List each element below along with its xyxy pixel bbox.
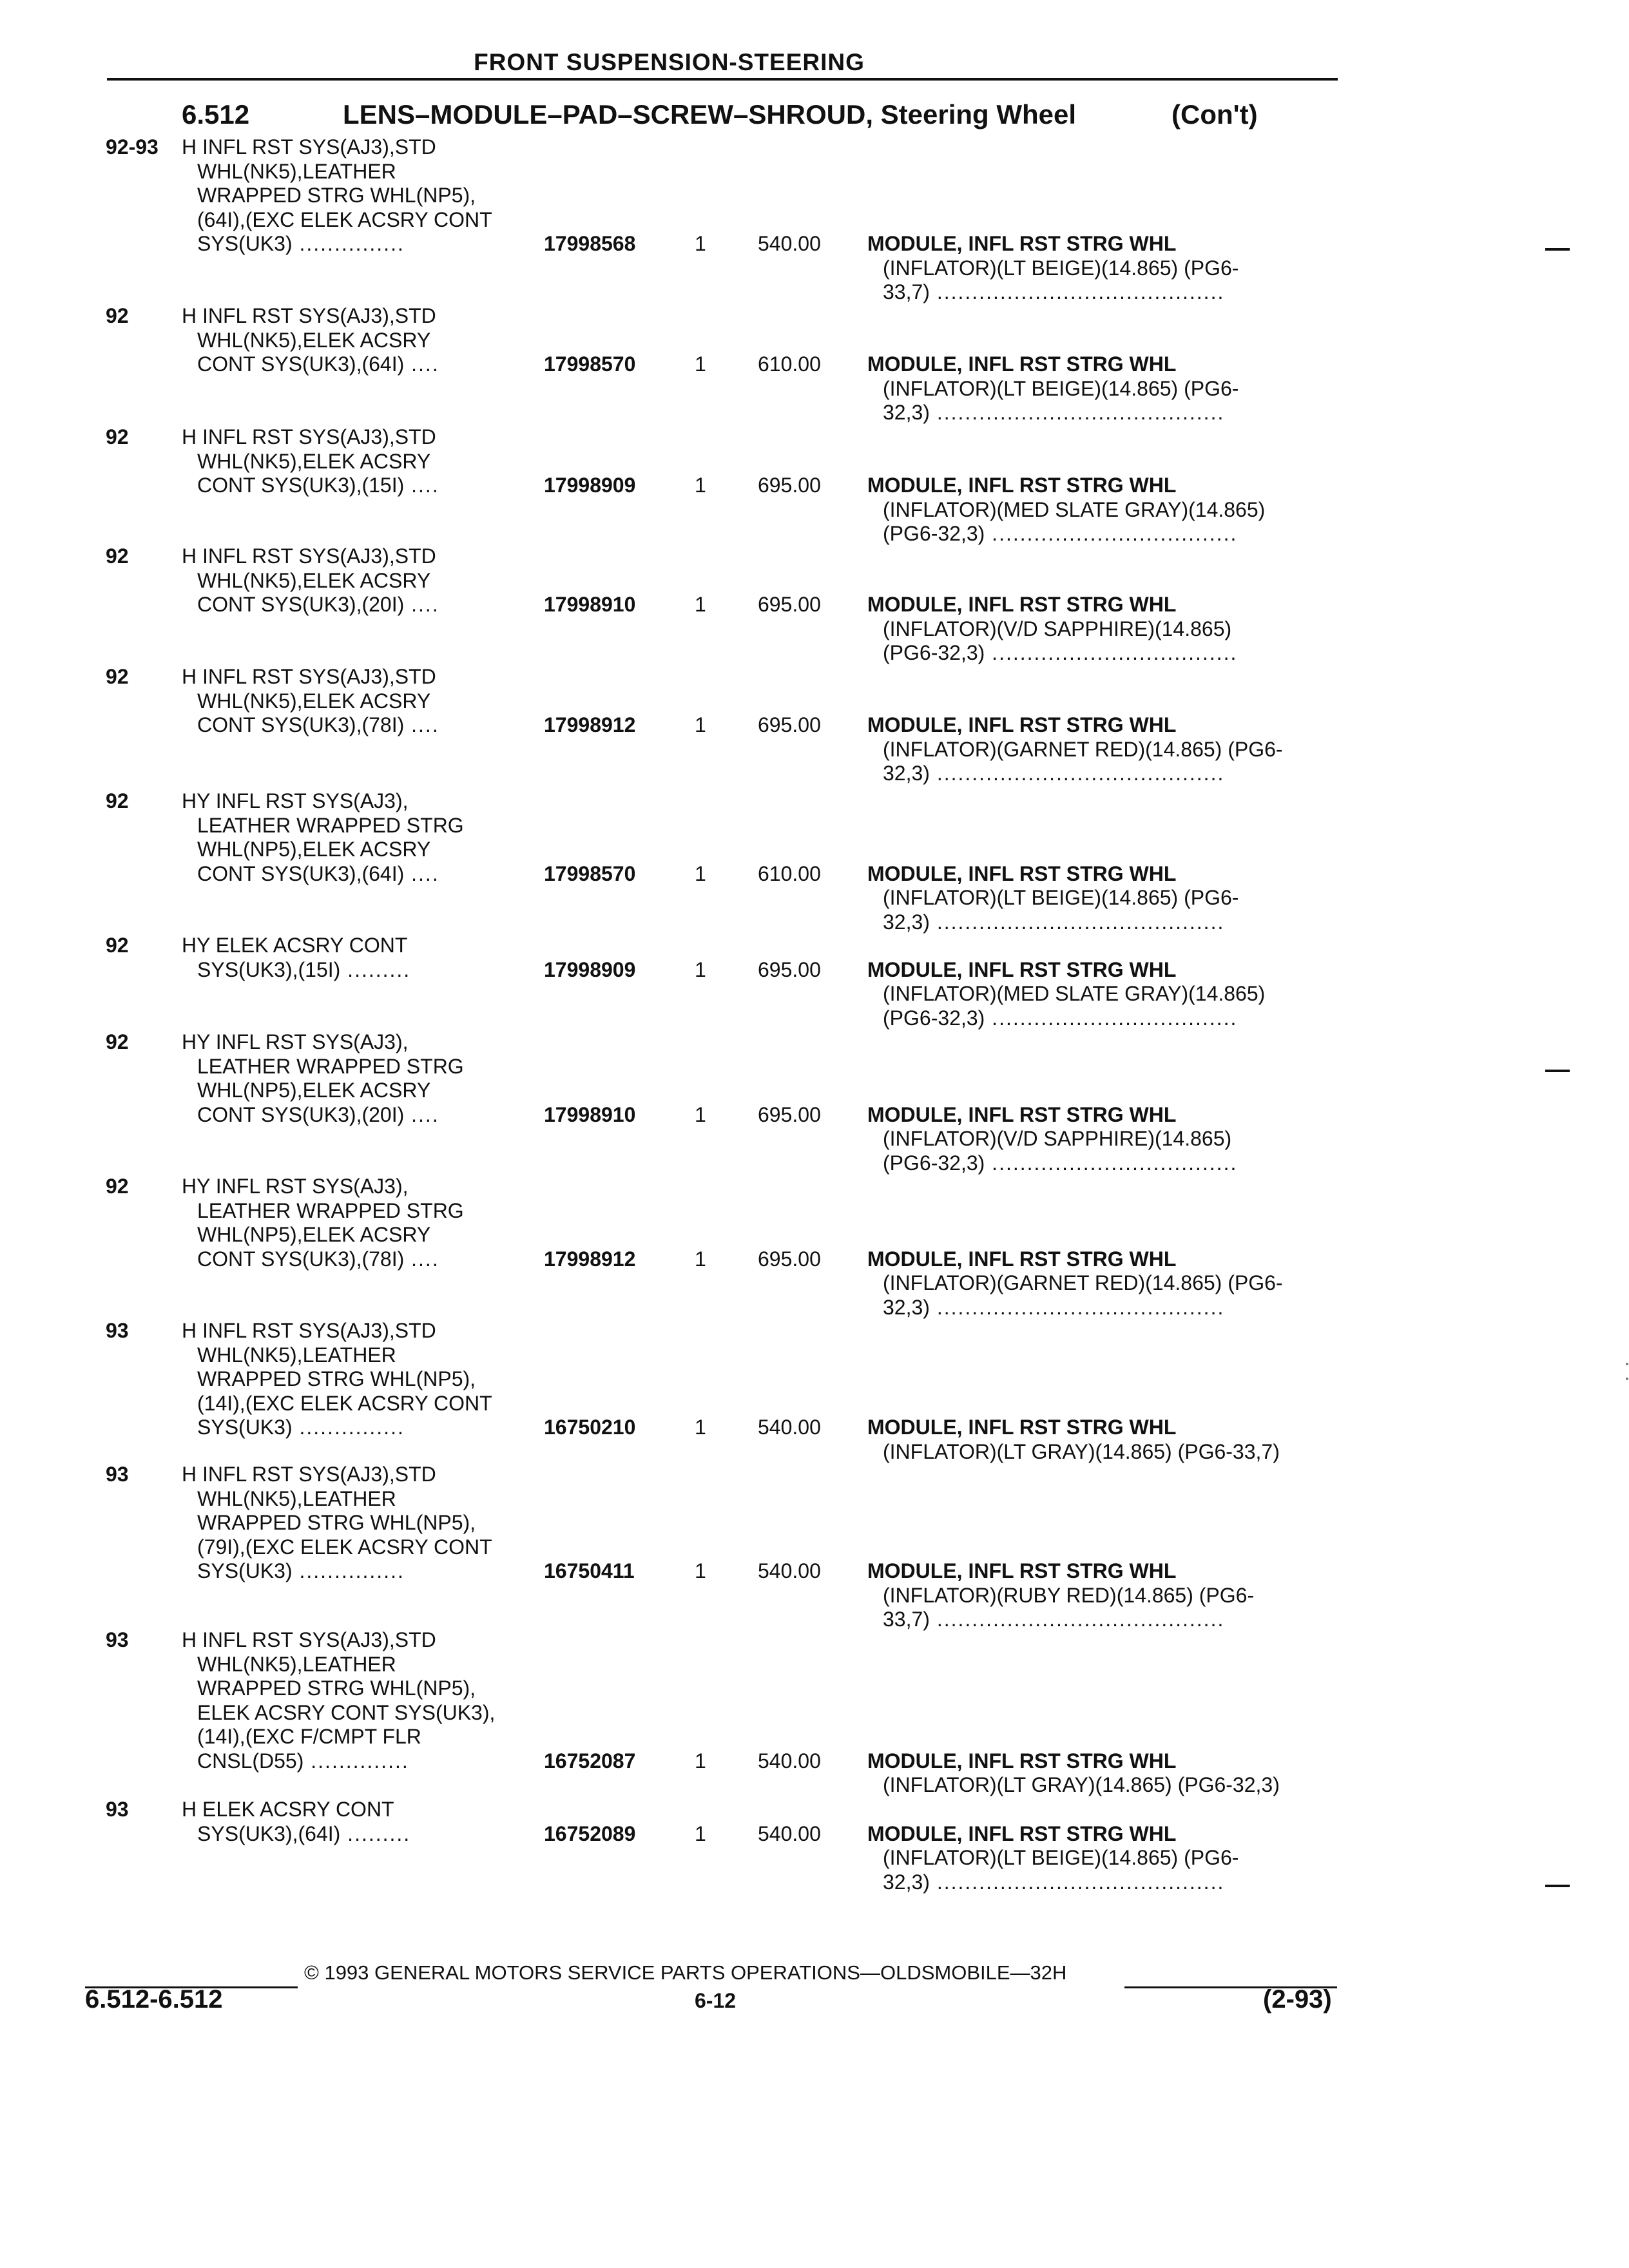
part-number: 16752087 <box>544 1749 636 1773</box>
page-title: FRONT SUSPENSION-STEERING <box>474 49 865 75</box>
description-line <box>867 1608 1357 1632</box>
application-line <box>182 544 543 569</box>
description-text: (INFLATOR)(LT GRAY)(14.865) (PG6-33,7) <box>883 1439 1280 1463</box>
dot-leader: .............. <box>304 1749 409 1773</box>
application-line <box>182 1223 543 1247</box>
application-text: H INFL RST SYS(AJ3),STD <box>182 1319 436 1342</box>
description-text: MODULE, INFL RST STRG WHL <box>867 1749 1177 1773</box>
description-line <box>867 352 1357 377</box>
application-text: WRAPPED STRG WHL(NP5), <box>197 184 476 207</box>
model-year: 93 <box>106 1463 129 1486</box>
part-description <box>867 1559 1357 1632</box>
application-text: H ELEK ACSRY CONT <box>182 1798 394 1821</box>
description-line <box>867 1271 1357 1296</box>
application-text: WRAPPED STRG WHL(NP5), <box>197 1677 476 1700</box>
description-text: (INFLATOR)(V/D SAPPHIRE)(14.865) <box>883 617 1232 640</box>
application-text: H INFL RST SYS(AJ3),STD <box>182 665 436 688</box>
dot-leader: ................................... <box>985 1151 1238 1175</box>
description-line <box>867 1247 1357 1272</box>
quantity: 1 <box>695 352 706 376</box>
description-line <box>867 474 1357 498</box>
dot-leader: ......................................... <box>929 1608 1225 1631</box>
application-text: CONT SYS(UK3),(78I) <box>197 713 405 736</box>
description-text: 32,3) <box>883 910 930 934</box>
description-line <box>867 232 1357 256</box>
dot-leader: ................................... <box>985 641 1238 664</box>
application-text: SYS(UK3) <box>197 1559 293 1582</box>
dot-leader: ......................................... <box>929 1870 1225 1894</box>
application-description <box>182 135 543 256</box>
application-line <box>182 1463 543 1487</box>
application-text: CONT SYS(UK3),(78I) <box>197 1247 405 1271</box>
dot-leader: ................................... <box>985 522 1238 545</box>
application-line <box>182 1030 543 1055</box>
quantity: 1 <box>695 593 706 616</box>
dot-leader: ......................................... <box>929 910 1225 934</box>
description-text: MODULE, INFL RST STRG WHL <box>867 232 1177 255</box>
description-line <box>867 1846 1357 1870</box>
application-text: CONT SYS(UK3),(64I) <box>197 861 405 885</box>
footer-date-code: (2-93) <box>1263 1985 1332 2013</box>
description-text: (INFLATOR)(MED SLATE GRAY)(14.865) <box>883 982 1266 1005</box>
model-year: 92 <box>106 425 129 448</box>
application-line <box>182 329 543 353</box>
description-line <box>867 1749 1357 1774</box>
application-description <box>182 425 543 498</box>
application-text: H INFL RST SYS(AJ3),STD <box>182 1463 436 1486</box>
application-description <box>182 544 543 617</box>
application-text: CONT SYS(UK3),(15I) <box>197 474 405 497</box>
application-text: WHL(NK5),LEATHER <box>197 159 396 183</box>
model-year: 92 <box>106 789 129 812</box>
application-description <box>182 1030 543 1127</box>
application-line <box>182 232 543 256</box>
description-line <box>867 1006 1357 1031</box>
application-description <box>182 304 543 377</box>
application-text: LEATHER WRAPPED STRG <box>197 1198 464 1222</box>
change-marker <box>1545 248 1570 251</box>
description-line <box>867 1296 1357 1320</box>
price: 540.00 <box>758 1821 821 1845</box>
application-line <box>182 958 543 983</box>
section-number: 6.512 <box>182 99 250 130</box>
application-text: WHL(NP5),ELEK ACSRY <box>197 1223 431 1246</box>
quantity: 1 <box>695 1559 706 1582</box>
description-line <box>867 1440 1357 1465</box>
quantity: 1 <box>695 1416 706 1439</box>
footer-copyright: © 1993 GENERAL MOTORS SERVICE PARTS OPERATIONS—OLDSMOBILE—32H <box>304 1961 1067 1984</box>
scan-speck <box>1626 1378 1628 1380</box>
description-text: (INFLATOR)(MED SLATE GRAY)(14.865) <box>883 497 1266 521</box>
application-text: LEATHER WRAPPED STRG <box>197 1054 464 1078</box>
footer-section-range: 6.512-6.512 <box>85 1985 223 2013</box>
part-description <box>867 1822 1357 1895</box>
description-line <box>867 1559 1357 1584</box>
application-line <box>182 1247 543 1272</box>
model-year: 92 <box>106 304 129 327</box>
dot-leader: ......................................... <box>929 401 1225 424</box>
description-line <box>867 280 1357 305</box>
model-year: 92 <box>106 934 129 957</box>
application-text: WRAPPED STRG WHL(NP5), <box>197 1367 476 1390</box>
part-number: 17998912 <box>544 713 636 736</box>
price: 610.00 <box>758 861 821 885</box>
application-description <box>182 665 543 738</box>
application-text: WHL(NK5),ELEK ACSRY <box>197 328 431 352</box>
application-description <box>182 1463 543 1584</box>
price: 540.00 <box>758 232 821 255</box>
part-description <box>867 862 1357 935</box>
description-line <box>867 1127 1357 1151</box>
description-line <box>867 762 1357 786</box>
application-line <box>182 1199 543 1224</box>
dot-leader: ............... <box>292 1416 405 1439</box>
description-line <box>867 498 1357 523</box>
description-text: MODULE, INFL RST STRG WHL <box>867 1416 1177 1439</box>
description-text: (INFLATOR)(V/D SAPPHIRE)(14.865) <box>883 1127 1232 1150</box>
description-line <box>867 982 1357 1006</box>
application-line <box>182 474 543 498</box>
application-description <box>182 1798 543 1846</box>
part-description <box>867 1103 1357 1176</box>
description-line <box>867 1773 1357 1798</box>
description-text: MODULE, INFL RST STRG WHL <box>867 593 1177 616</box>
footer-page-number: 6-12 <box>695 1989 737 2012</box>
application-text: CONT SYS(UK3),(64I) <box>197 352 405 376</box>
description-line <box>867 593 1357 617</box>
model-year: 92 <box>106 665 129 688</box>
description-text: (PG6-32,3) <box>883 641 985 664</box>
quantity: 1 <box>695 861 706 885</box>
application-line <box>182 208 543 233</box>
description-line <box>867 1584 1357 1608</box>
description-text: MODULE, INFL RST STRG WHL <box>867 1102 1177 1126</box>
price: 540.00 <box>758 1416 821 1439</box>
application-line <box>182 1535 543 1560</box>
part-description <box>867 958 1357 1031</box>
description-text: MODULE, INFL RST STRG WHL <box>867 474 1177 497</box>
application-text: H INFL RST SYS(AJ3),STD <box>182 1628 436 1651</box>
application-text: ELEK ACSRY CONT SYS(UK3), <box>197 1700 496 1724</box>
application-line <box>182 569 543 593</box>
description-text: MODULE, INFL RST STRG WHL <box>867 861 1177 885</box>
part-number: 17998910 <box>544 593 636 616</box>
dot-leader: .... <box>404 713 439 736</box>
application-text: WHL(NP5),ELEK ACSRY <box>197 838 431 861</box>
description-line <box>867 1103 1357 1128</box>
application-text: LEATHER WRAPPED STRG <box>197 813 464 837</box>
description-text: 33,7) <box>883 280 930 303</box>
model-year: 92 <box>106 544 129 568</box>
application-line <box>182 1103 543 1128</box>
application-text: WHL(NK5),ELEK ACSRY <box>197 568 431 592</box>
application-line <box>182 1653 543 1677</box>
description-text: (INFLATOR)(LT BEIGE)(14.865) (PG6- <box>883 376 1239 400</box>
application-text: HY INFL RST SYS(AJ3), <box>182 1030 409 1053</box>
application-line <box>182 1677 543 1701</box>
description-text: MODULE, INFL RST STRG WHL <box>867 713 1177 736</box>
dot-leader: .... <box>404 1247 439 1271</box>
application-description <box>182 1175 543 1271</box>
dot-leader: .... <box>404 352 439 376</box>
part-number: 17998909 <box>544 957 636 981</box>
part-description <box>867 593 1357 666</box>
description-text: (PG6-32,3) <box>883 1151 985 1175</box>
application-text: HY INFL RST SYS(AJ3), <box>182 1175 409 1198</box>
application-line <box>182 862 543 887</box>
description-text: 32,3) <box>883 762 930 785</box>
application-description <box>182 1319 543 1440</box>
application-text: H INFL RST SYS(AJ3),STD <box>182 135 436 159</box>
application-description <box>182 934 543 982</box>
application-text: (79I),(EXC ELEK ACSRY CONT <box>197 1535 492 1559</box>
quantity: 1 <box>695 474 706 497</box>
dot-leader: .... <box>404 593 439 616</box>
application-text: (14I),(EXC ELEK ACSRY CONT <box>197 1391 492 1415</box>
description-line <box>867 256 1357 281</box>
model-year: 92 <box>106 1175 129 1198</box>
dot-leader: ......................................... <box>929 762 1225 785</box>
quantity: 1 <box>695 1749 706 1773</box>
application-text: SYS(UK3) <box>197 232 293 255</box>
application-line <box>182 934 543 958</box>
quantity: 1 <box>695 1102 706 1126</box>
scan-speck <box>1626 1363 1628 1365</box>
application-line <box>182 1487 543 1512</box>
application-line <box>182 713 543 738</box>
application-line <box>182 160 543 184</box>
description-line <box>867 738 1357 762</box>
description-text: MODULE, INFL RST STRG WHL <box>867 1559 1177 1582</box>
application-line <box>182 1175 543 1199</box>
part-number: 17998570 <box>544 352 636 376</box>
application-line <box>182 1725 543 1749</box>
part-description <box>867 713 1357 786</box>
description-text: (INFLATOR)(LT BEIGE)(14.865) (PG6- <box>883 256 1239 280</box>
application-text: SYS(UK3),(15I) <box>197 957 341 981</box>
part-number: 17998570 <box>544 861 636 885</box>
description-line <box>867 862 1357 887</box>
dot-leader: ............... <box>292 1559 405 1582</box>
application-description <box>182 1628 543 1773</box>
application-line <box>182 1798 543 1822</box>
part-number: 17998910 <box>544 1102 636 1126</box>
description-line <box>867 1822 1357 1847</box>
price: 540.00 <box>758 1559 821 1582</box>
price: 695.00 <box>758 1102 821 1126</box>
price: 695.00 <box>758 474 821 497</box>
model-year: 93 <box>106 1319 129 1342</box>
application-line <box>182 1628 543 1653</box>
application-line <box>182 135 543 160</box>
description-text: MODULE, INFL RST STRG WHL <box>867 1247 1177 1271</box>
change-marker <box>1545 1070 1570 1072</box>
application-text: WHL(NK5),LEATHER <box>197 1652 396 1676</box>
application-line <box>182 593 543 617</box>
description-text: (INFLATOR)(LT BEIGE)(14.865) (PG6- <box>883 886 1239 909</box>
price: 540.00 <box>758 1749 821 1773</box>
application-text: (14I),(EXC F/CMPT FLR <box>197 1725 421 1748</box>
description-line <box>867 641 1357 666</box>
description-line <box>867 377 1357 401</box>
application-line <box>182 184 543 208</box>
application-text: SYS(UK3) <box>197 1416 293 1439</box>
part-description <box>867 1749 1357 1798</box>
description-text: (INFLATOR)(RUBY RED)(14.865) (PG6- <box>883 1583 1255 1607</box>
model-year: 92-93 <box>106 135 159 159</box>
description-text: MODULE, INFL RST STRG WHL <box>867 957 1177 981</box>
dot-leader: ......... <box>340 957 411 981</box>
application-text: H INFL RST SYS(AJ3),STD <box>182 544 436 568</box>
part-description <box>867 232 1357 305</box>
dot-leader: .... <box>404 474 439 497</box>
part-description <box>867 352 1357 425</box>
application-line <box>182 689 543 714</box>
application-text: CNSL(D55) <box>197 1749 304 1773</box>
application-line <box>182 838 543 862</box>
application-line <box>182 665 543 689</box>
description-text: (PG6-32,3) <box>883 522 985 545</box>
price: 695.00 <box>758 1247 821 1271</box>
description-line <box>867 713 1357 738</box>
application-line <box>182 1343 543 1368</box>
application-line <box>182 1055 543 1079</box>
application-text: WHL(NK5),ELEK ACSRY <box>197 449 431 473</box>
part-number: 17998568 <box>544 232 636 255</box>
application-text: WHL(NK5),LEATHER <box>197 1343 396 1367</box>
dot-leader: .... <box>404 1102 439 1126</box>
application-line <box>182 1319 543 1343</box>
application-text: H INFL RST SYS(AJ3),STD <box>182 304 436 327</box>
model-year: 93 <box>106 1798 129 1821</box>
price: 695.00 <box>758 957 821 981</box>
application-text: WHL(NK5),ELEK ACSRY <box>197 689 431 713</box>
dot-leader: ............... <box>292 232 405 255</box>
application-line <box>182 1416 543 1440</box>
part-number: 17998912 <box>544 1247 636 1271</box>
application-text: WHL(NP5),ELEK ACSRY <box>197 1079 431 1102</box>
application-line <box>182 450 543 474</box>
part-number: 16750411 <box>544 1559 635 1582</box>
application-line <box>182 1511 543 1535</box>
price: 695.00 <box>758 593 821 616</box>
application-text: WRAPPED STRG WHL(NP5), <box>197 1511 476 1534</box>
description-line <box>867 617 1357 642</box>
application-line <box>182 1749 543 1774</box>
application-text: SYS(UK3),(64I) <box>197 1821 341 1845</box>
model-year: 93 <box>106 1628 129 1651</box>
description-line <box>867 1870 1357 1895</box>
price: 695.00 <box>758 713 821 736</box>
dot-leader: ......... <box>340 1821 411 1845</box>
description-text: (INFLATOR)(LT BEIGE)(14.865) (PG6- <box>883 1846 1239 1869</box>
description-line <box>867 401 1357 425</box>
description-text: 32,3) <box>883 1870 930 1894</box>
description-line <box>867 1151 1357 1176</box>
description-text: 33,7) <box>883 1608 930 1631</box>
part-number: 17998909 <box>544 474 636 497</box>
header-rule <box>107 78 1338 81</box>
application-line <box>182 1079 543 1103</box>
description-text: (PG6-32,3) <box>883 1006 985 1030</box>
description-line <box>867 910 1357 935</box>
application-line <box>182 789 543 814</box>
description-text: (INFLATOR)(LT GRAY)(14.865) (PG6-32,3) <box>883 1773 1280 1796</box>
description-line <box>867 958 1357 983</box>
application-line <box>182 1822 543 1847</box>
model-year: 92 <box>106 1030 129 1053</box>
application-line <box>182 814 543 838</box>
description-text: MODULE, INFL RST STRG WHL <box>867 1821 1177 1845</box>
application-line <box>182 1701 543 1725</box>
application-line <box>182 304 543 329</box>
description-text: 32,3) <box>883 1295 930 1319</box>
description-text: (INFLATOR)(GARNET RED)(14.865) (PG6- <box>883 737 1283 761</box>
description-text: (INFLATOR)(GARNET RED)(14.865) (PG6- <box>883 1271 1283 1294</box>
application-description <box>182 789 543 886</box>
section-title: LENS–MODULE–PAD–SCREW–SHROUD, Steering Wheel <box>343 99 1077 130</box>
part-description <box>867 1416 1357 1464</box>
quantity: 1 <box>695 957 706 981</box>
application-text: HY INFL RST SYS(AJ3), <box>182 789 409 812</box>
part-description <box>867 474 1357 546</box>
change-marker <box>1545 1885 1570 1887</box>
dot-leader: .... <box>404 861 439 885</box>
dot-leader: ................................... <box>985 1006 1238 1030</box>
quantity: 1 <box>695 1247 706 1271</box>
part-description <box>867 1247 1357 1320</box>
application-text: WHL(NK5),LEATHER <box>197 1486 396 1510</box>
part-number: 16750210 <box>544 1416 636 1439</box>
description-line <box>867 886 1357 910</box>
dot-leader: ......................................... <box>929 280 1225 303</box>
application-line <box>182 1367 543 1392</box>
application-text: CONT SYS(UK3),(20I) <box>197 593 405 616</box>
application-line <box>182 425 543 450</box>
section-continued: (Con't) <box>1171 99 1258 130</box>
description-line <box>867 522 1357 546</box>
application-text: HY ELEK ACSRY CONT <box>182 934 408 957</box>
description-line <box>867 1416 1357 1440</box>
price: 610.00 <box>758 352 821 376</box>
quantity: 1 <box>695 232 706 255</box>
quantity: 1 <box>695 713 706 736</box>
description-text: MODULE, INFL RST STRG WHL <box>867 352 1177 376</box>
part-number: 16752089 <box>544 1821 636 1845</box>
quantity: 1 <box>695 1821 706 1845</box>
application-line <box>182 1559 543 1584</box>
application-text: (64I),(EXC ELEK ACSRY CONT <box>197 207 492 231</box>
application-line <box>182 1392 543 1416</box>
description-text: 32,3) <box>883 401 930 424</box>
dot-leader: ......................................... <box>929 1295 1225 1319</box>
application-line <box>182 352 543 377</box>
application-text: H INFL RST SYS(AJ3),STD <box>182 425 436 448</box>
application-text: CONT SYS(UK3),(20I) <box>197 1102 405 1126</box>
